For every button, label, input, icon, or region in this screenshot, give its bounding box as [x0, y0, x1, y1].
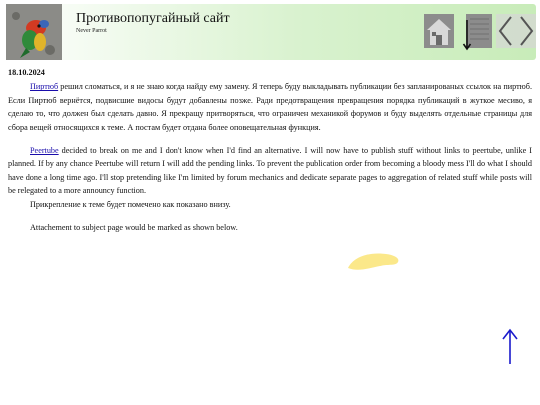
site-header — [4, 4, 536, 60]
attachment-marker[interactable] — [346, 250, 402, 272]
site-title: Противопопугайный сайт — [76, 11, 230, 26]
post-date: 18.10.2024 — [8, 68, 45, 77]
attachment-note-en: Attachement to subject page would be marked as shown below. — [30, 223, 238, 233]
chevron-left-icon[interactable] — [496, 14, 516, 48]
attachment-note-ru: Прикрепление к теме будет помечено как показано внизу. — [30, 199, 231, 209]
post-content — [8, 66, 532, 244]
post-paragraph-ru — [8, 80, 532, 134]
post-text-ru: решил сломаться, и я не знаю когда найду ему замену. Я теперь буду выкладывать публикации без запланированых ссылок на пиртюб. Если Пиртюб вернётся, подвисшие видосы будут добавлены позже. Ради предотвращения превращения порядка публикаций в жуткое месиво, я сделаю то, что должен был сделать давно. Я прекращу притворяться, что ограничен механикой форумов и буду выделять отдельные страницы для сбора вещей относящихся к теме. А постам будет отдана более оповещательная функция. — [8, 82, 532, 132]
site-subtitle: Never Parrot — [76, 28, 107, 34]
chevron-right-icon[interactable] — [516, 14, 536, 48]
post-text-en: decided to break on me and I don't know when I'd find an alternative. I will now have to publish stuff without links to peertube, unlike I planned. If by any chance Peertube will return I will add the pending links. To prevent the publication order from becoming a bloody mess I'll do what I should have done a long time ago. I'll stop pretending like I'm limited by forum mechanics and dedicate separate pages to aggregation of related stuff while posts will be relegated to a more announcy function. — [8, 146, 532, 196]
post-paragraph-en — [8, 144, 532, 198]
home-icon[interactable] — [424, 14, 454, 48]
arrow-up-icon[interactable] — [500, 328, 520, 366]
archive-download-icon[interactable] — [462, 14, 492, 48]
peertube-link-ru[interactable]: Пиртюб — [30, 82, 59, 92]
parrot-icon[interactable] — [6, 4, 62, 60]
peertube-link-en[interactable]: Peertube — [30, 146, 59, 156]
